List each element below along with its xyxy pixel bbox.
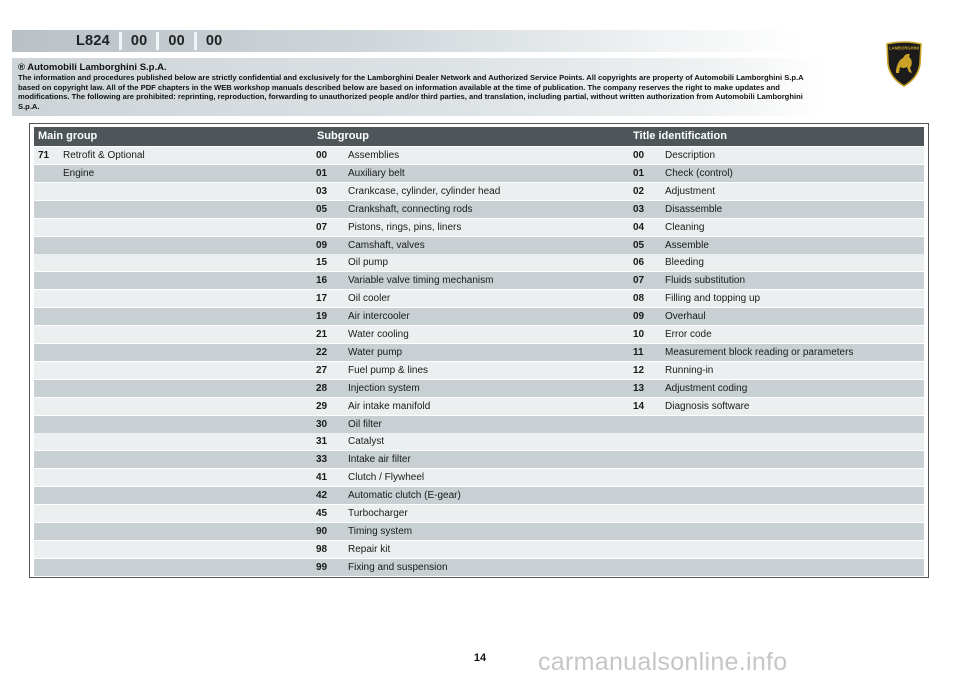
subgroup-label: Crankcase, cylinder, cylinder head xyxy=(348,185,501,197)
table-row xyxy=(34,326,924,343)
table-row xyxy=(34,183,924,200)
main-group-number: 71 xyxy=(38,150,50,161)
title-number: 06 xyxy=(633,257,645,269)
notice-text: The information and procedures published below are strictly confidential and exclusively for the Lamborghini Dealer Network and Authorized Service Points. All copyrights are property of Automobili Lamborghini S.p.A based on copyright law. All of the PDF chapters in the WEB workshop manuals described below are based on information available at the time of publication. The company reserves the right to make updates and modifications. The following are prohibited: reprinting, reproduction, forwarding to unauthorized people and/or third parties, and translation, including partial, without written authorization from Automobili Lamborghini S.p.A. xyxy=(18,73,804,111)
subgroup-label: Oil pump xyxy=(348,257,389,269)
title-number: 01 xyxy=(633,167,645,179)
subgroup-number: 41 xyxy=(316,472,328,484)
table-row xyxy=(34,469,924,486)
subgroup-number: 03 xyxy=(316,185,328,197)
title-label: Assemble xyxy=(665,239,709,251)
subgroup-number: 28 xyxy=(316,382,328,394)
header-main-group: Main group xyxy=(38,130,98,142)
subgroup-number: 07 xyxy=(316,221,328,233)
subgroup-number: 90 xyxy=(316,525,328,537)
title-number: 03 xyxy=(633,203,645,215)
table-row xyxy=(34,523,924,540)
title-number: 11 xyxy=(633,346,644,358)
page-number: 14 xyxy=(473,652,487,664)
table-row xyxy=(34,416,924,433)
subgroup-number: 22 xyxy=(316,346,328,358)
code-separator xyxy=(194,32,197,50)
subgroup-label: Assemblies xyxy=(348,150,400,161)
subgroup-number: 15 xyxy=(316,257,328,269)
title-number: 04 xyxy=(633,221,645,233)
table-row xyxy=(34,219,924,236)
title-number: 12 xyxy=(633,364,645,376)
subgroup-number: 16 xyxy=(316,275,328,287)
subgroup-number: 19 xyxy=(316,311,328,323)
title-number: 02 xyxy=(633,185,645,197)
title-label: Overhaul xyxy=(665,311,706,323)
subgroup-label: Air intake manifold xyxy=(348,400,431,412)
code-group: 00 xyxy=(130,33,148,49)
subgroup-number: 05 xyxy=(316,203,328,215)
title-number: 08 xyxy=(633,293,645,305)
title-label: Measurement block reading or parameters xyxy=(665,346,854,358)
title-label: Description xyxy=(665,150,716,161)
subgroup-label: Automatic clutch (E-gear) xyxy=(348,490,461,502)
subgroup-number: 21 xyxy=(316,329,328,340)
table-row xyxy=(34,559,924,576)
subgroup-label: Camshaft, valves xyxy=(348,239,425,251)
subgroup-label: Pistons, rings, pins, liners xyxy=(348,221,462,233)
header-subgroup: Subgroup xyxy=(317,130,369,142)
table-row xyxy=(34,487,924,504)
subgroup-label: Oil filter xyxy=(348,418,382,430)
lamborghini-shield-icon xyxy=(884,40,924,88)
table-row xyxy=(34,237,924,254)
title-label: Check (control) xyxy=(665,167,733,179)
subgroup-number: 33 xyxy=(316,454,328,466)
code-subgroup: 00 xyxy=(168,33,185,49)
title-label: Disassemble xyxy=(665,203,723,215)
title-number: 05 xyxy=(633,239,645,251)
subgroup-label: Variable valve timing mechanism xyxy=(348,275,494,287)
title-number: 14 xyxy=(633,400,645,412)
subgroup-label: Injection system xyxy=(348,382,420,394)
title-label: Fluids substitution xyxy=(665,275,746,287)
subgroup-number: 27 xyxy=(316,364,328,376)
subgroup-label: Auxiliary belt xyxy=(348,167,405,179)
subgroup-number: 09 xyxy=(316,239,328,251)
subgroup-number: 30 xyxy=(316,418,328,430)
table-row xyxy=(34,362,924,379)
subgroup-number: 29 xyxy=(316,400,328,412)
subgroup-label: Timing system xyxy=(348,525,413,537)
subgroup-number: 01 xyxy=(316,167,328,179)
subgroup-label: Intake air filter xyxy=(348,454,411,466)
subgroup-label: Oil cooler xyxy=(348,293,391,305)
subgroup-label: Fixing and suspension xyxy=(348,561,448,573)
subgroup-number: 42 xyxy=(316,490,328,502)
table-row xyxy=(34,398,924,415)
code-separator xyxy=(119,32,122,50)
title-label: Adjustment coding xyxy=(665,382,748,394)
subgroup-label: Fuel pump & lines xyxy=(348,364,429,376)
subgroup-number: 99 xyxy=(316,561,328,573)
notice-title: ® Automobili Lamborghini S.p.A. xyxy=(18,62,167,73)
main-group-label: Engine xyxy=(63,167,95,179)
title-label: Filling and topping up xyxy=(665,293,761,305)
title-number: 13 xyxy=(633,382,645,394)
table-row xyxy=(34,201,924,218)
code-title: 00 xyxy=(205,33,223,49)
table-row xyxy=(34,308,924,325)
subgroup-number: 45 xyxy=(316,508,328,519)
document-code xyxy=(72,30,226,52)
subgroup-label: Water pump xyxy=(348,346,403,358)
table-row xyxy=(34,165,924,182)
code-model: L824 xyxy=(76,33,110,49)
table-row xyxy=(34,505,924,522)
title-number: 07 xyxy=(633,275,645,287)
table-row xyxy=(34,344,924,361)
table-row xyxy=(34,272,924,289)
subgroup-number: 98 xyxy=(316,543,328,555)
watermark: carmanualsonline.info xyxy=(538,648,788,676)
subgroup-label: Water cooling xyxy=(348,329,409,340)
table-row xyxy=(34,147,924,164)
table-header xyxy=(34,127,924,146)
table-row xyxy=(34,433,924,450)
subgroup-label: Turbocharger xyxy=(348,508,408,519)
title-number: 10 xyxy=(633,329,645,340)
subgroup-label: Air intercooler xyxy=(348,311,410,323)
subgroup-label: Catalyst xyxy=(348,436,385,448)
header-title-identification: Title identification xyxy=(633,130,727,142)
title-number: 00 xyxy=(633,150,645,161)
title-label: Running-in xyxy=(665,364,714,376)
subgroup-label: Clutch / Flywheel xyxy=(348,472,425,484)
code-separator xyxy=(156,32,159,50)
logo-wordmark: LAMBORGHINI xyxy=(888,45,920,51)
main-group-label: Retrofit & Optional xyxy=(63,150,145,161)
table-row xyxy=(34,541,924,558)
title-label: Diagnosis software xyxy=(665,400,750,412)
title-label: Cleaning xyxy=(665,221,705,233)
table-row xyxy=(34,290,924,307)
title-label: Error code xyxy=(665,329,712,340)
subgroup-number: 17 xyxy=(316,293,328,305)
title-number: 09 xyxy=(633,311,645,323)
subgroup-number: 00 xyxy=(316,150,328,161)
table-row xyxy=(34,451,924,468)
table-row xyxy=(34,254,924,271)
title-label: Bleeding xyxy=(665,257,704,269)
subgroup-number: 31 xyxy=(316,436,328,448)
title-label: Adjustment xyxy=(665,185,716,197)
table-row xyxy=(34,380,924,397)
subgroup-label: Crankshaft, connecting rods xyxy=(348,203,473,215)
subgroup-label: Repair kit xyxy=(348,543,391,555)
